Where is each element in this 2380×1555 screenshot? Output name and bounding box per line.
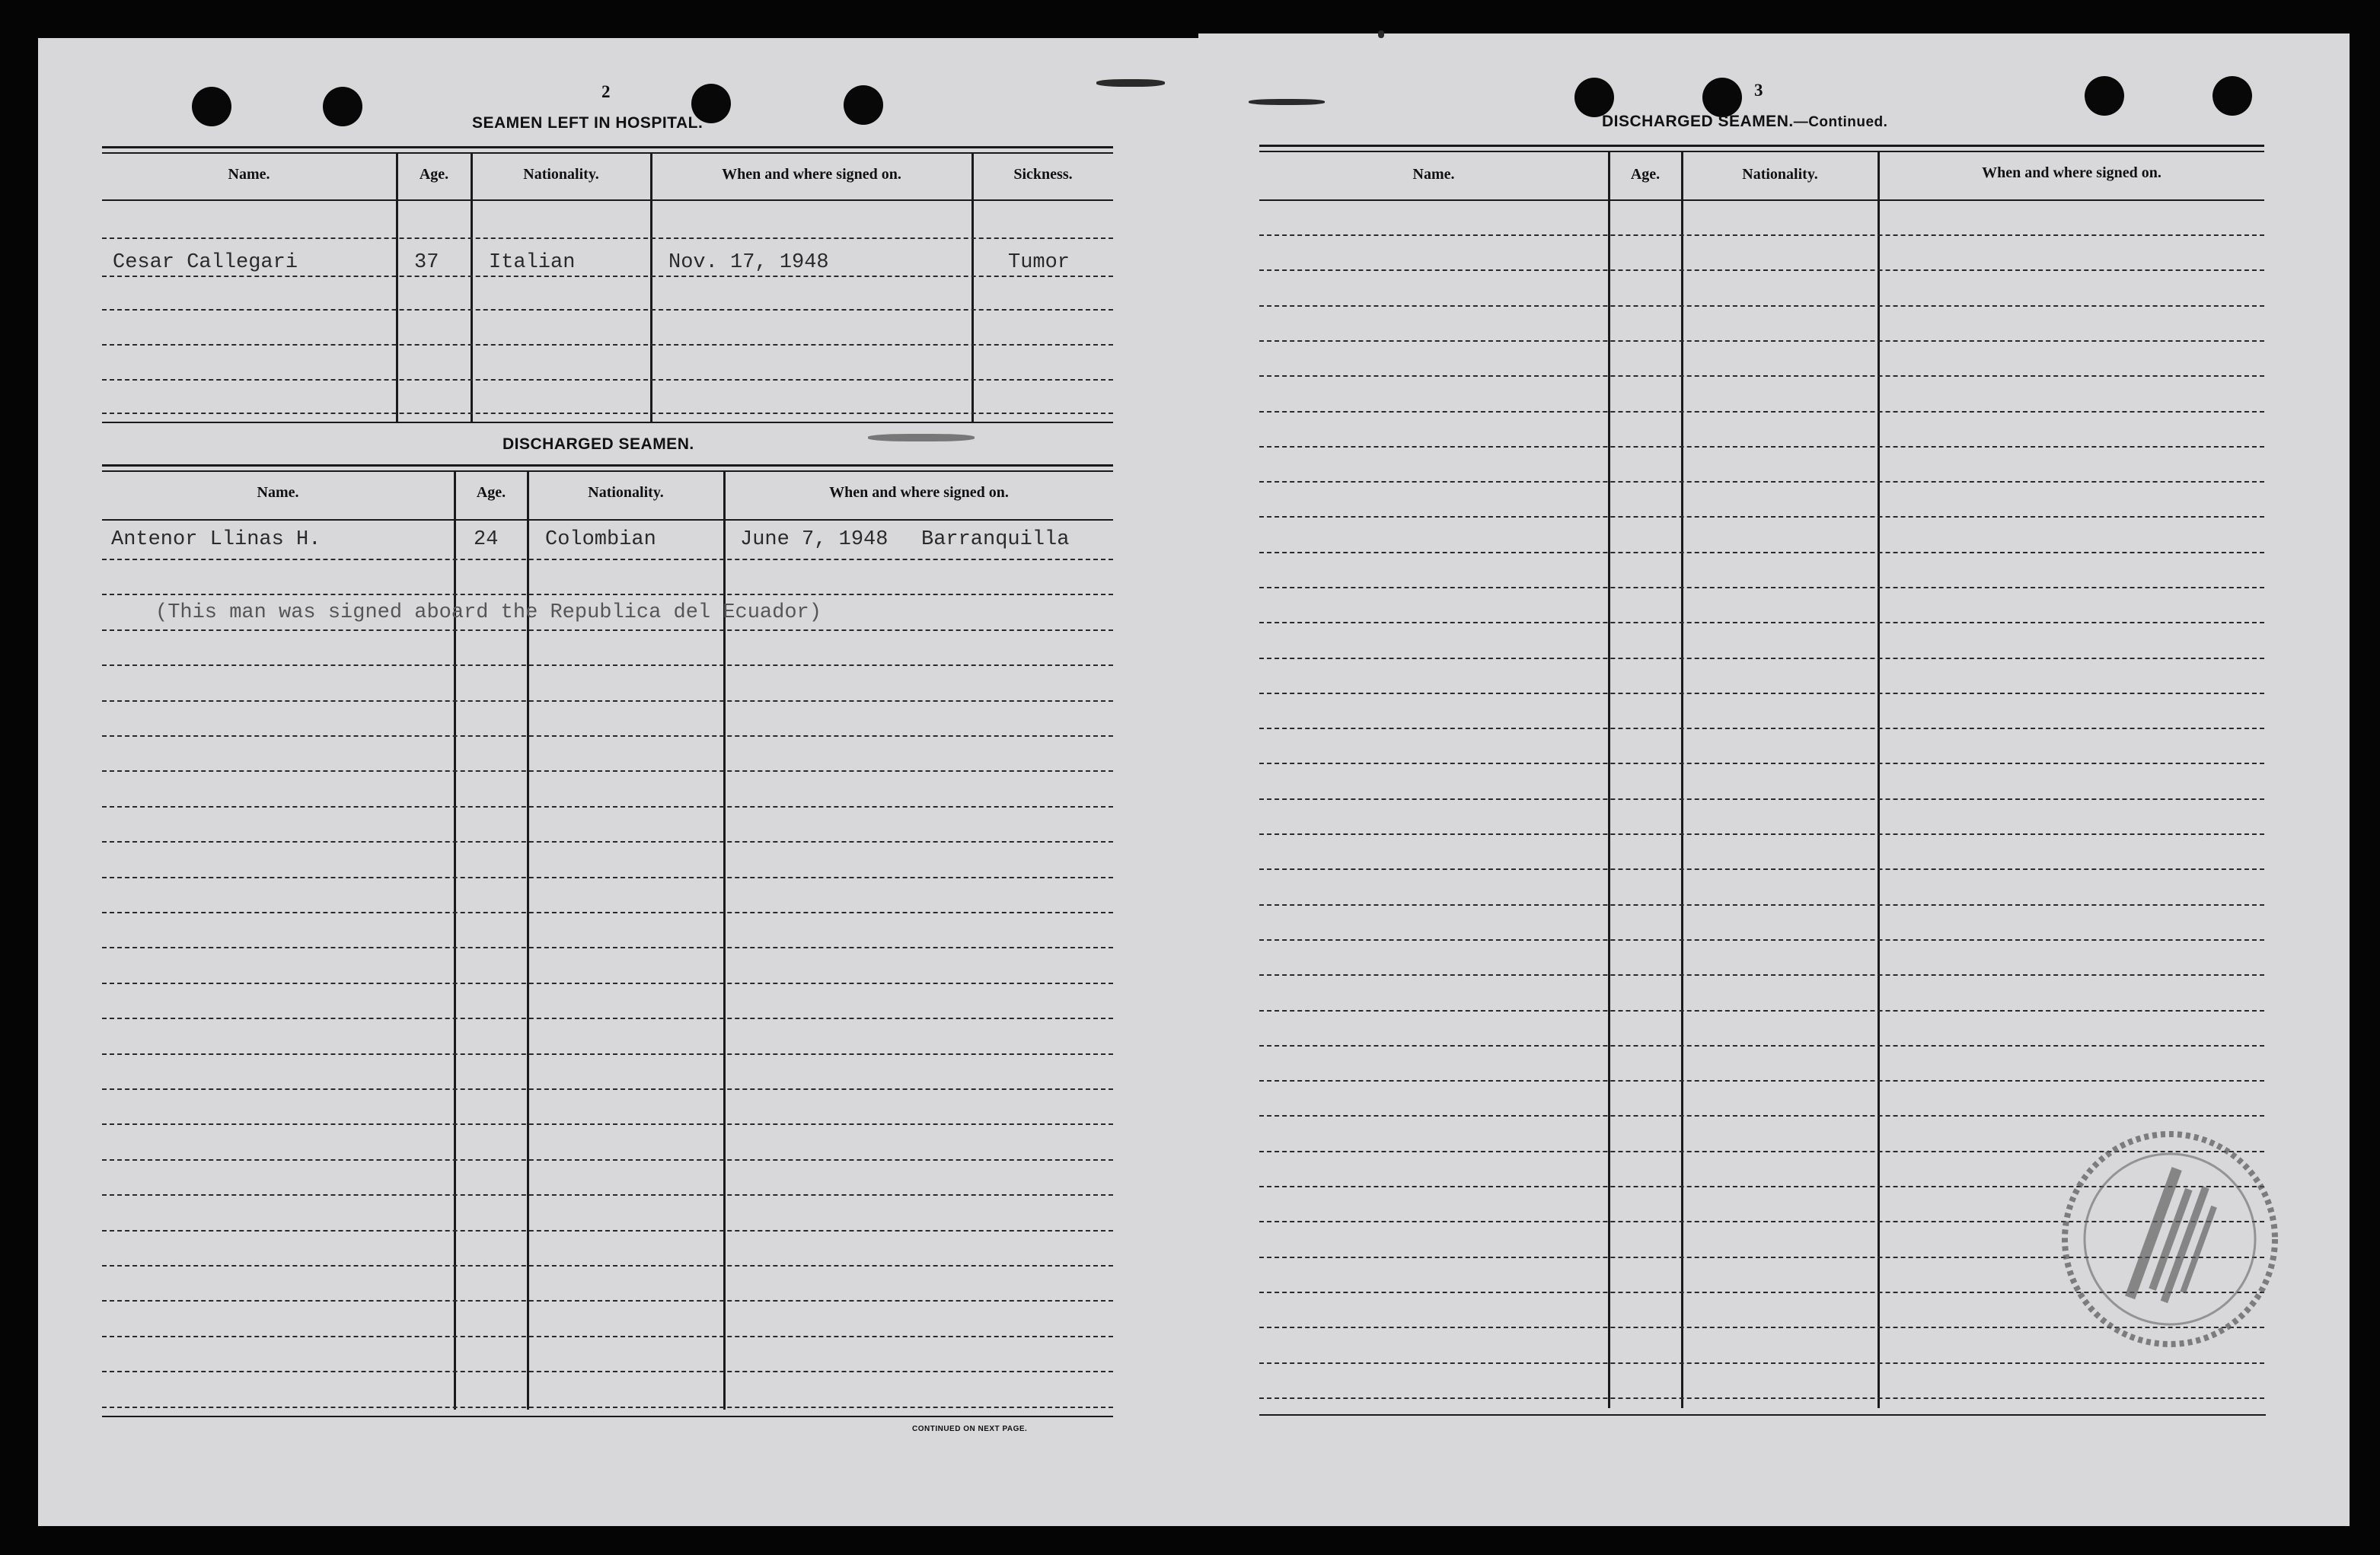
hospital-section-title: SEAMEN LEFT IN HOSPITAL.	[472, 114, 703, 132]
row-rule	[102, 237, 1113, 239]
discharged-note: (This man was signed aboard the Republica del Ecuador)	[155, 601, 822, 624]
hospital-row-signed-on: Nov. 17, 1948	[668, 251, 829, 274]
right-section-title	[1602, 113, 1887, 131]
punch-hole	[1574, 78, 1614, 117]
row-rule	[102, 1300, 1113, 1302]
row-rule	[102, 344, 1113, 346]
column-header-age: Age.	[1630, 166, 1661, 183]
discharged-row-signed-on-place: Barranquilla	[921, 528, 1070, 551]
row-rule	[102, 1336, 1113, 1337]
column-divider	[650, 154, 652, 422]
table-rule	[1259, 151, 2264, 152]
row-rule	[102, 276, 1113, 277]
row-rule	[102, 559, 1113, 560]
table-rule	[1259, 145, 2264, 147]
punch-hole	[323, 87, 362, 126]
row-rule	[1259, 658, 2264, 659]
column-header-sickness: Sickness.	[1013, 166, 1073, 183]
column-header-nationality: Nationality.	[523, 166, 599, 183]
row-rule	[102, 629, 1113, 631]
row-rule	[1259, 1362, 2264, 1364]
row-rule	[102, 806, 1113, 808]
row-rule	[1259, 234, 2264, 236]
row-rule	[1259, 340, 2264, 342]
row-rule	[102, 700, 1113, 702]
column-header-name: Name.	[228, 166, 270, 183]
row-rule	[1259, 868, 2264, 870]
column-header-nationality: Nationality.	[588, 484, 664, 501]
table-rule	[102, 1416, 1113, 1417]
row-rule	[1259, 1045, 2264, 1047]
row-rule	[1259, 305, 2264, 307]
row-rule	[102, 664, 1113, 666]
row-rule	[1259, 375, 2264, 377]
continued-footer: CONTINUED ON NEXT PAGE.	[912, 1425, 1028, 1433]
page-number: 3	[1754, 81, 1763, 100]
column-header-signed-on: When and where signed on.	[1982, 164, 2161, 181]
table-rule	[102, 152, 1113, 154]
row-rule	[1259, 552, 2264, 553]
punch-hole	[2085, 76, 2124, 116]
punch-hole	[1702, 78, 1742, 117]
row-rule	[102, 1230, 1113, 1232]
row-rule	[1259, 693, 2264, 694]
row-rule	[102, 912, 1113, 913]
row-rule	[1259, 1080, 2264, 1082]
row-rule	[1259, 1397, 2264, 1399]
row-rule	[102, 1371, 1113, 1372]
column-header-age: Age.	[476, 484, 506, 501]
row-rule	[1259, 974, 2264, 976]
row-rule	[1259, 904, 2264, 906]
row-rule	[1259, 1115, 2264, 1117]
row-rule	[1259, 622, 2264, 623]
row-rule	[102, 1018, 1113, 1019]
row-rule	[102, 413, 1113, 414]
row-rule	[102, 594, 1113, 595]
right-title-main: DISCHARGED SEAMEN.	[1602, 113, 1794, 130]
column-header-signed-on: When and where signed on.	[829, 484, 1009, 501]
row-rule	[1259, 798, 2264, 800]
hospital-row-name: Cesar Callegari	[113, 251, 298, 274]
row-rule	[102, 983, 1113, 984]
column-divider	[471, 154, 473, 422]
punch-hole	[192, 87, 231, 126]
discharged-row-signed-on-date: June 7, 1948	[740, 528, 889, 551]
right-title-suffix: —Continued.	[1793, 114, 1888, 130]
row-rule	[102, 1194, 1113, 1196]
ink-smudge	[1096, 79, 1165, 87]
row-rule	[102, 1159, 1113, 1161]
row-rule	[1259, 939, 2264, 941]
row-rule	[1259, 728, 2264, 729]
hospital-row-nationality: Italian	[489, 251, 576, 274]
column-header-age: Age.	[419, 166, 449, 183]
column-header-name: Name.	[257, 484, 299, 501]
column-divider	[396, 154, 398, 422]
row-rule	[102, 877, 1113, 878]
row-rule	[1259, 587, 2264, 588]
row-rule	[102, 1053, 1113, 1055]
table-rule	[1259, 199, 2264, 201]
punch-hole	[844, 85, 883, 125]
column-header-nationality: Nationality.	[1742, 166, 1818, 183]
row-rule	[1259, 446, 2264, 448]
row-rule	[1259, 1010, 2264, 1012]
row-rule	[1259, 833, 2264, 835]
row-rule	[1259, 763, 2264, 764]
ink-smudge	[868, 434, 975, 441]
postmark-stamp	[2056, 1125, 2284, 1353]
discharged-row-age: 24	[474, 528, 499, 551]
ink-smudge	[1249, 99, 1325, 105]
row-rule	[1259, 269, 2264, 271]
discharged-section-title: DISCHARGED SEAMEN.	[502, 435, 694, 453]
row-rule	[102, 1407, 1113, 1408]
page-number: 2	[601, 82, 611, 101]
discharged-row-nationality: Colombian	[545, 528, 656, 551]
row-rule	[1259, 481, 2264, 483]
row-rule	[102, 841, 1113, 843]
table-rule	[102, 422, 1113, 423]
row-rule	[102, 379, 1113, 381]
table-rule	[102, 199, 1113, 201]
column-header-name: Name.	[1412, 166, 1455, 183]
table-rule	[102, 519, 1113, 521]
row-rule	[1259, 516, 2264, 518]
row-rule	[102, 735, 1113, 737]
hospital-row-age: 37	[414, 251, 439, 274]
ink-smudge	[1378, 30, 1384, 38]
row-rule	[102, 1123, 1113, 1125]
discharged-row-name: Antenor Llinas H.	[111, 528, 321, 551]
table-rule	[102, 146, 1113, 148]
row-rule	[102, 309, 1113, 311]
punch-hole	[2213, 76, 2252, 116]
hospital-row-sickness: Tumor	[1008, 251, 1070, 274]
row-rule	[102, 770, 1113, 772]
table-rule	[102, 464, 1113, 467]
row-rule	[102, 947, 1113, 948]
table-rule	[1259, 1414, 2266, 1416]
row-rule	[102, 1265, 1113, 1267]
table-rule	[102, 470, 1113, 472]
column-header-signed-on: When and where signed on.	[722, 166, 901, 183]
row-rule	[1259, 411, 2264, 413]
column-divider	[971, 154, 974, 422]
row-rule	[102, 1088, 1113, 1090]
